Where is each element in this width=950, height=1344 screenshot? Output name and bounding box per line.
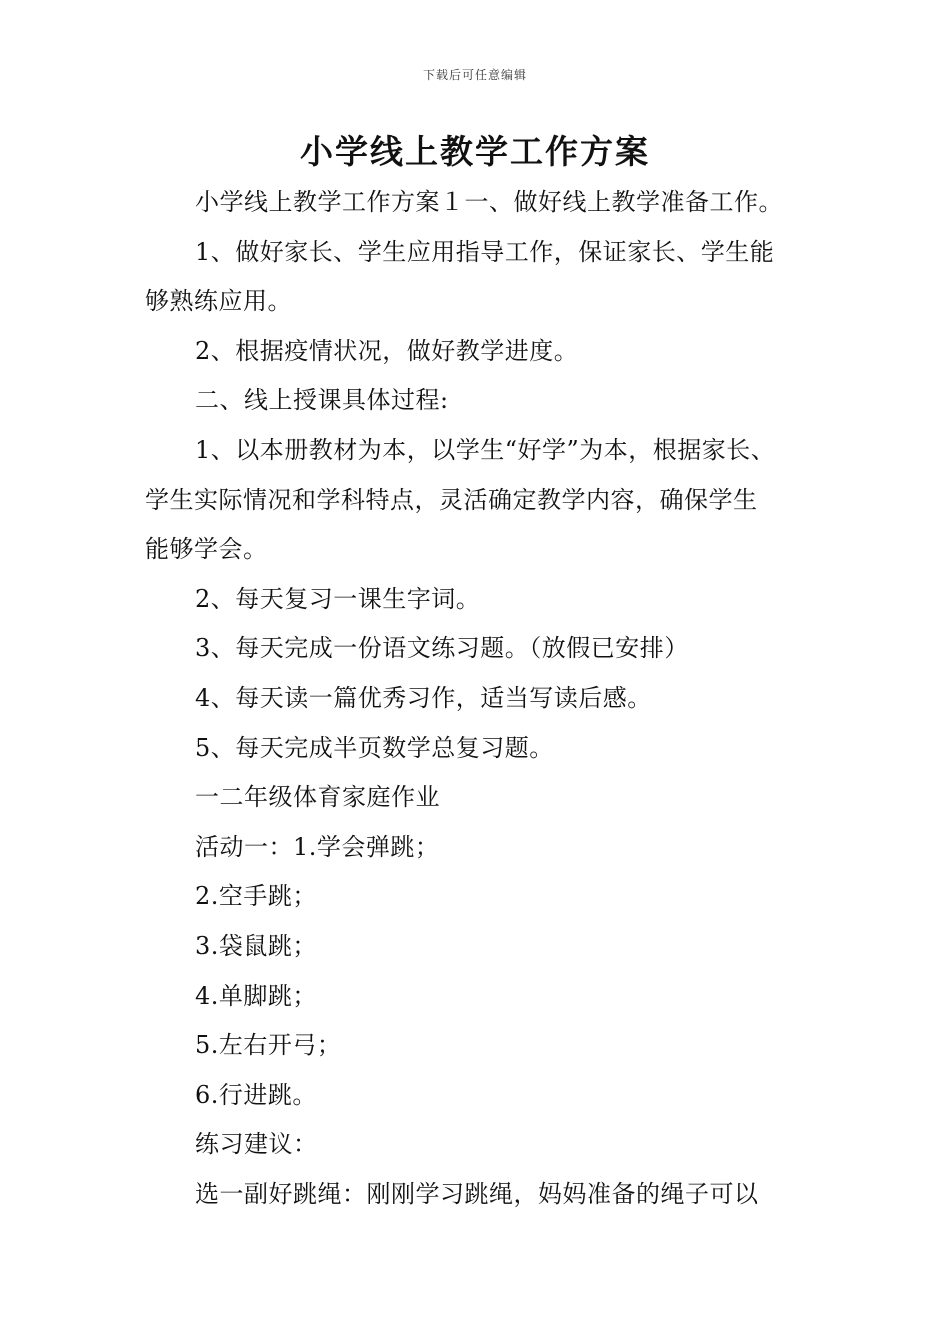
- paragraph-line: 学生实际情况和学科特点，灵活确定教学内容，确保学生: [145, 485, 758, 514]
- page-header-note: 下载后可任意编辑: [422, 68, 527, 82]
- paragraph-line: 选一副好跳绳：刚刚学习跳绳，妈妈准备的绳子可以: [195, 1179, 759, 1208]
- list-item: 5、每天完成半页数学总复习题。: [195, 733, 554, 762]
- list-item: 5.左右开弓；: [195, 1031, 342, 1060]
- paragraph-intro: 小学线上教学工作方案１一、做好线上教学准备工作。: [195, 188, 783, 216]
- document-body: [145, 178, 835, 1219]
- section-heading: 一二年级体育家庭作业: [195, 783, 440, 812]
- section-heading: 二、线上授课具体过程:: [195, 386, 449, 415]
- document-title: 小学线上教学工作方案: [300, 132, 650, 171]
- list-item: 4、每天读一篇优秀习作，适当写读后感。: [195, 683, 652, 712]
- list-item: 活动一：1.学会弹跳；: [195, 832, 440, 861]
- section-heading: 练习建议：: [195, 1130, 318, 1159]
- list-item: 2.空手跳；: [195, 882, 317, 911]
- paragraph-line: 够熟练应用。: [145, 287, 292, 316]
- list-item: 3.袋鼠跳；: [195, 931, 317, 960]
- paragraph-line: 2、根据疫情状况，做好教学进度。: [195, 336, 579, 365]
- paragraph-line: 1、做好家长、学生应用指导工作，保证家长、学生能: [195, 237, 775, 266]
- list-item: 6.行进跳。: [195, 1080, 317, 1109]
- list-item: 4.单脚跳；: [195, 981, 317, 1010]
- paragraph-line: 1、以本册教材为本，以学生“好学”为本，根据家长、: [195, 435, 776, 464]
- paragraph-line: 能够学会。: [145, 535, 268, 564]
- list-item: 3、每天完成一份语文练习题。（放假已安排）: [195, 634, 689, 663]
- list-item: 2、每天复习一课生字词。: [195, 584, 481, 613]
